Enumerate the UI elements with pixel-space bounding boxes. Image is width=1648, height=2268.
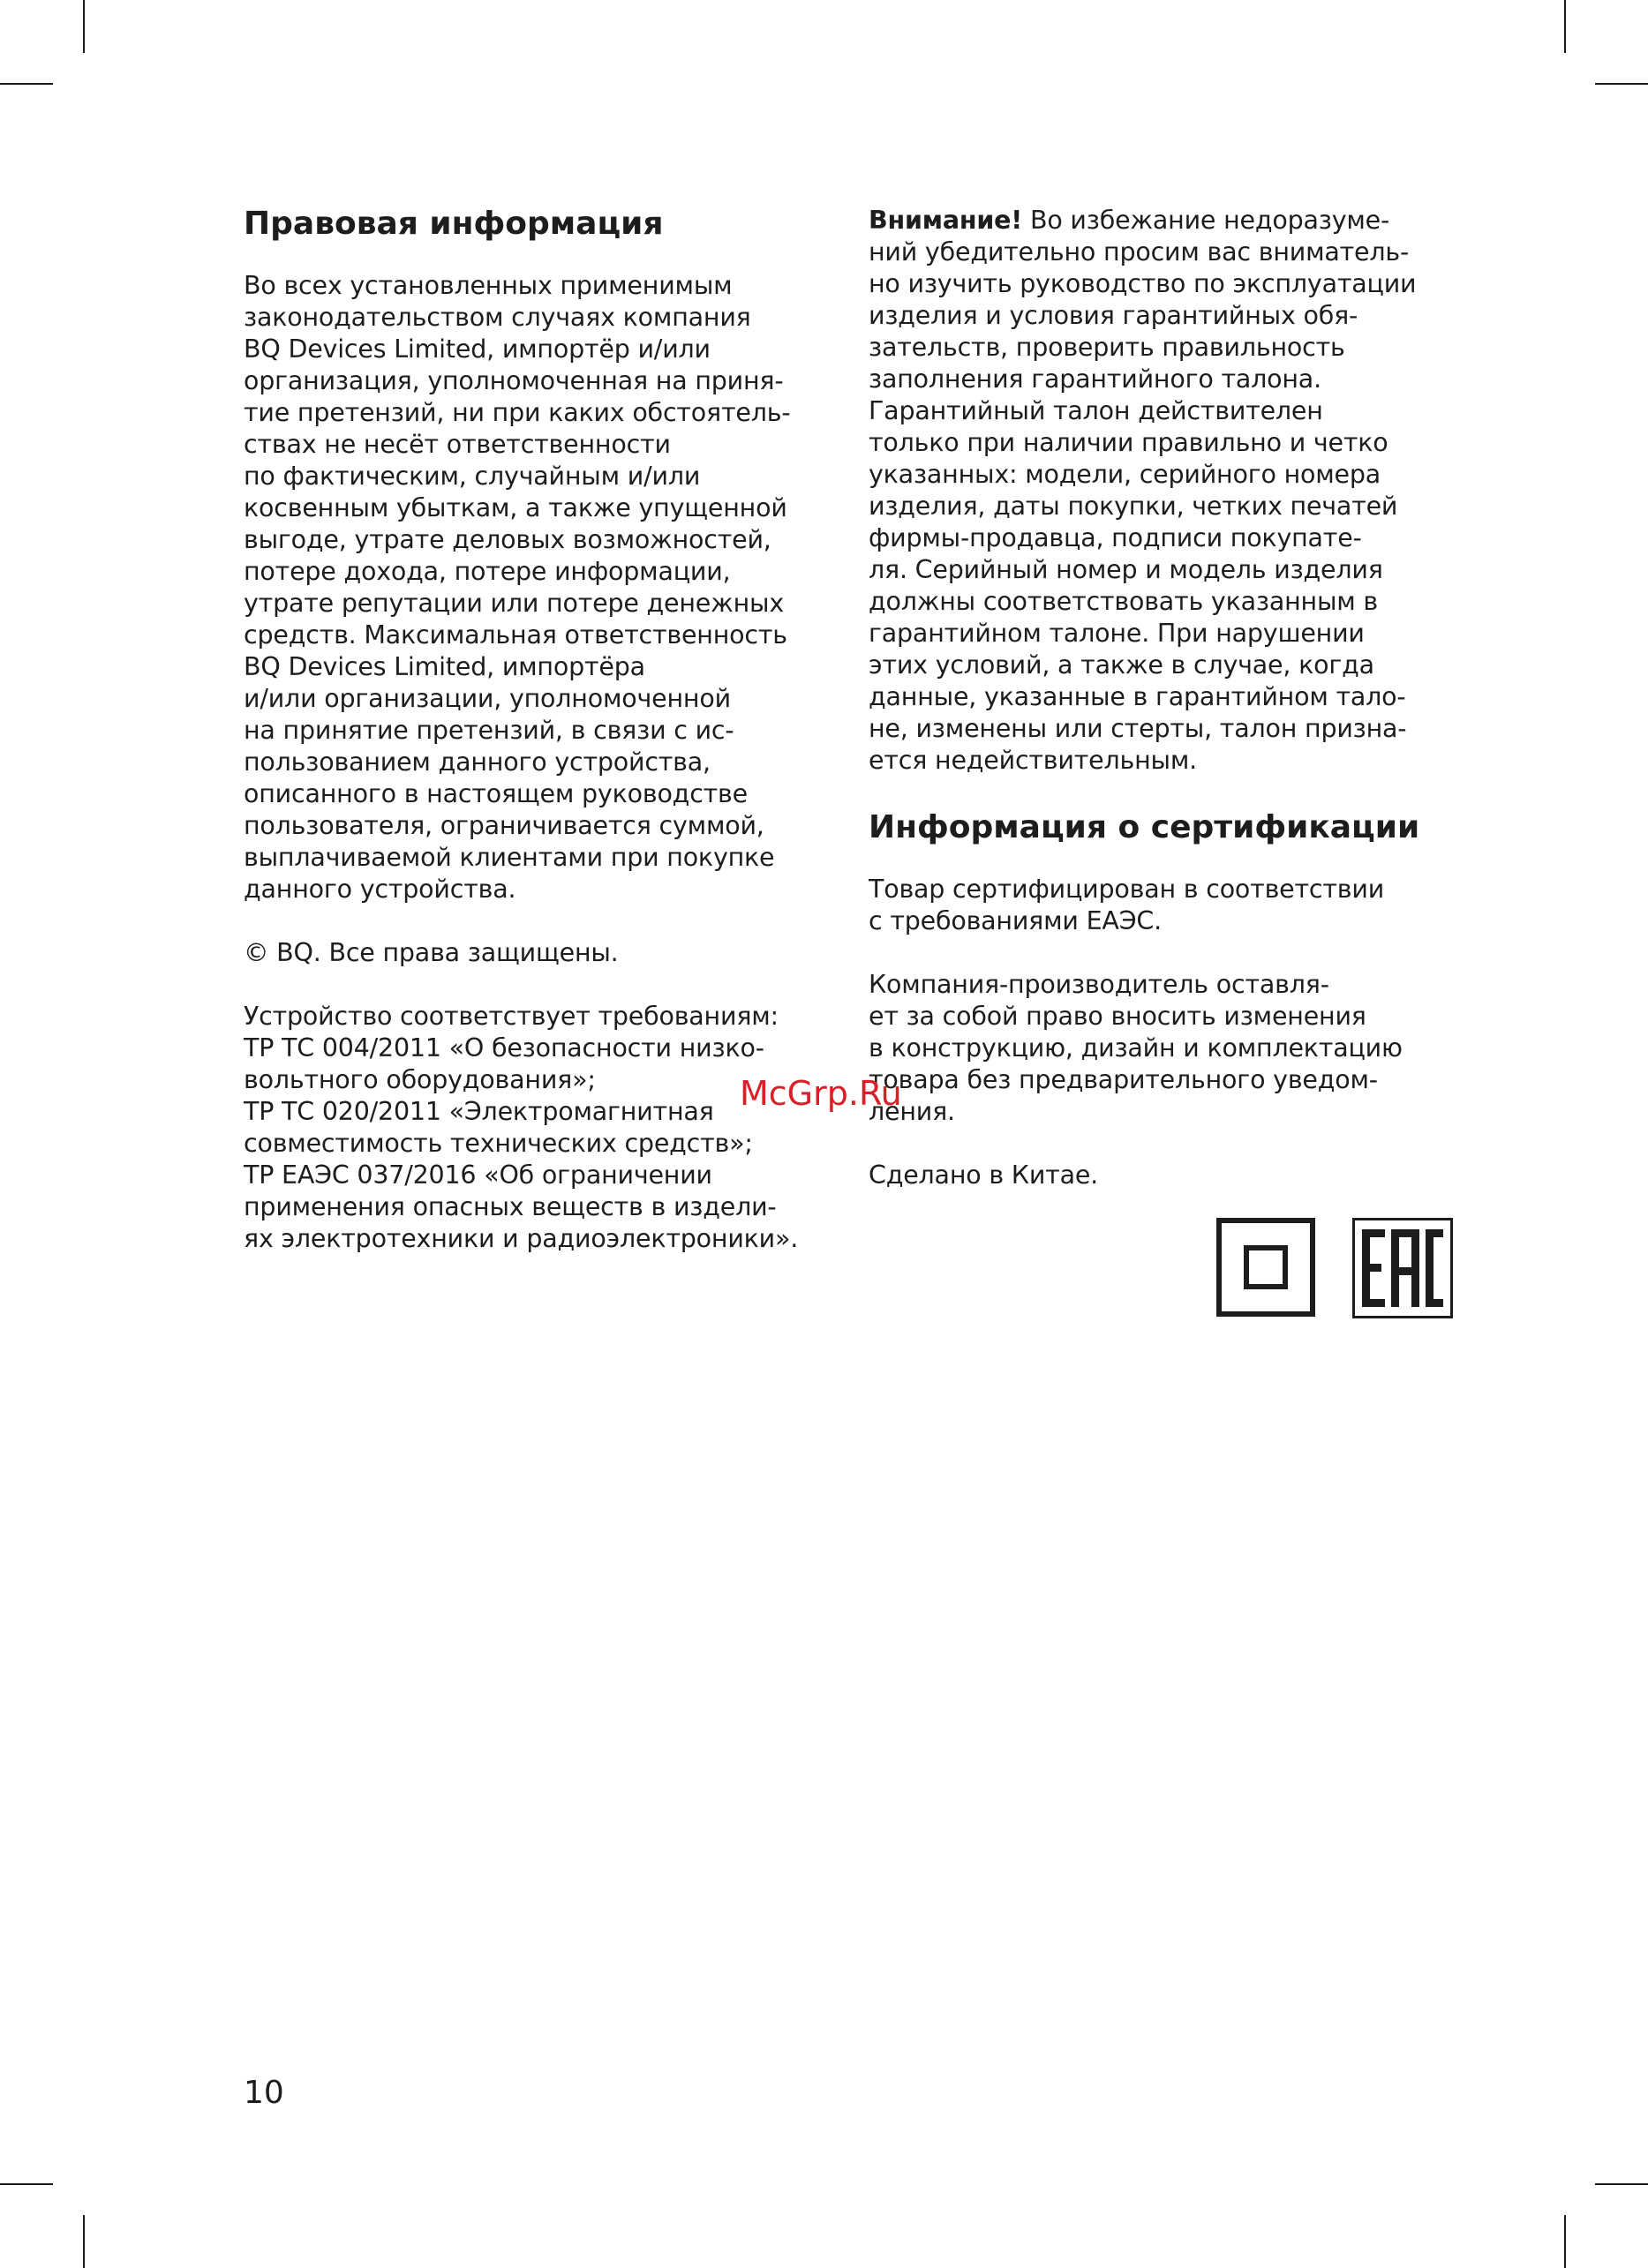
- crop-mark: [1564, 0, 1566, 53]
- copyright-paragraph: © BQ. Все права защищены.: [244, 938, 619, 967]
- certification-paragraph: Товар сертифицирован в соответствии с требованиями ЕАЭС.: [869, 875, 1385, 935]
- liability-paragraph: Во всех установленных применимым законодательством случаях компания BQ Devices Limited, импортёр и/или организация, уполномоченная на приня- тие претензий, ни при каких обстоятель- ствах не несёт ответственности по фактическим, случайным и/или косвенным убыткам, а также упущенной выгоде, утрате деловых возможностей, потере дохода, потере информации, утрате репутации или потере денежных средств. Максимальная ответственность BQ Devices Limited, импортёра и/или организации, уполномоченной на принятие претензий, в связи с ис- пользованием данного устройства, описанного в настоящем руководстве пользователя, ограничивается суммой, выплачиваемой клиентами при покупке данного устройства.: [244, 271, 791, 904]
- crop-mark: [1595, 2183, 1648, 2185]
- right-column: [869, 205, 1486, 1223]
- certification-logos: [1216, 1218, 1455, 1322]
- watermark: McGrp.Ru: [740, 1074, 902, 1113]
- made-in-paragraph: Сделано в Китае.: [869, 1160, 1099, 1190]
- crop-mark: [1595, 83, 1648, 85]
- crop-mark: [83, 0, 85, 53]
- compliance-paragraph: Устройство соответствует требованиям: ТР ТС 004/2011 «О безопасности низко- вольтного оборудования»; ТР ТС 020/2011 «Электромагнитная совместимость технических средств»; ТР ЕАЭС 037/2016 «Об ограничении применения опасных веществ в издели- ях электротехники и радиоэлектроники».: [244, 1002, 799, 1253]
- crop-mark: [0, 83, 53, 85]
- crop-mark: [83, 2215, 85, 2268]
- page-number: 10: [244, 2075, 284, 2111]
- certification-heading: Информация о сертификации: [869, 809, 1420, 845]
- attention-paragraph: [869, 205, 1486, 777]
- crop-mark: [1564, 2215, 1566, 2268]
- attention-text: Во избежание недоразуме- ний убедительно просим вас вниматель- но изучить руководство по эксплуатации изделия и условия гарантийных обя- зательств, проверить правильность заполнения гарантийного талона. Гарантийный талон действителен только при наличии правильно и четко указанных: модели, серийного номера изделия, даты покупки, четких печатей фирмы-продавца, подписи покупате- ля. Серийный номер и модель изделия должны соответствовать указанным в гарантийном талоне. При нарушении этих условий, а также в случае, когда данные, указанные в гарантийном тало- не, изменены или стерты, талон призна- ется недействительным.: [869, 206, 1417, 775]
- legal-info-heading: Правовая информация: [244, 206, 664, 242]
- double-insulation-icon: [1216, 1218, 1315, 1317]
- left-column: [244, 205, 844, 1287]
- crop-mark: [0, 2183, 53, 2185]
- attention-label: Внимание!: [869, 206, 1023, 235]
- eac-logo-icon: [1352, 1218, 1453, 1318]
- manufacturer-rights-paragraph: Компания-производитель оставля- ет за собой право вносить изменения в конструкцию, дизайн и комплектацию товара без предварительного уведом- ления.: [869, 970, 1403, 1126]
